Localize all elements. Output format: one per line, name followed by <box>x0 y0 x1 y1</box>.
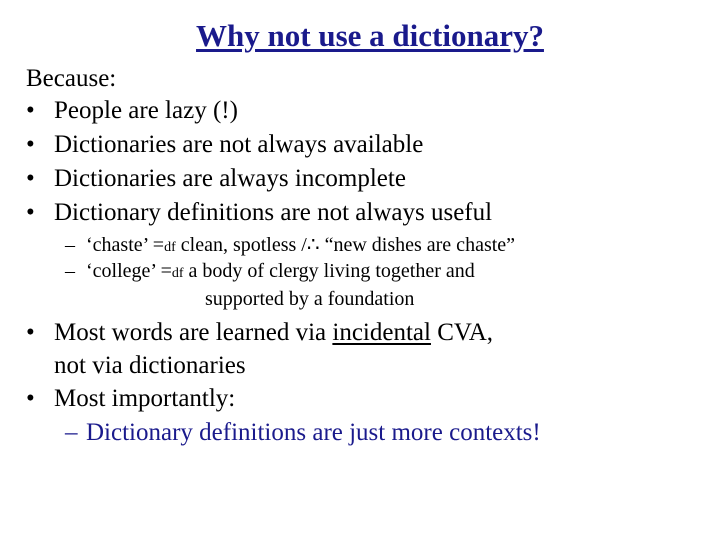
df-mark: df <box>164 240 176 255</box>
dash: – <box>65 260 75 282</box>
example-college-continuation: supported by a foundation <box>205 288 415 310</box>
example-term: ‘chaste’ = <box>86 234 165 256</box>
bullet: • <box>26 131 35 158</box>
intro-text: Because: <box>26 65 117 92</box>
example-term: ‘college’ = <box>86 260 172 282</box>
df-mark: df <box>171 266 184 281</box>
example-definition: a body of clergy living together and <box>183 260 475 282</box>
underlined-term: incidental <box>332 319 431 346</box>
dash: – <box>65 234 75 256</box>
slide-title: Why not use a dictionary? <box>196 18 544 53</box>
bullet: • <box>26 319 35 346</box>
dash: – <box>65 419 78 446</box>
point-incidental <box>54 320 493 345</box>
point-incidental-continuation: not via dictionaries <box>54 352 246 379</box>
reason-not-useful: Dictionary definitions are not always useful <box>54 199 493 226</box>
point-importantly: Most importantly: <box>54 385 236 412</box>
reason-availability: Dictionaries are not always available <box>54 131 424 158</box>
point-text: CVA, <box>430 319 494 346</box>
reason-incomplete: Dictionaries are always incomplete <box>54 165 406 192</box>
bullet: • <box>26 165 35 192</box>
bullet: • <box>26 385 35 412</box>
bullet: • <box>26 199 35 226</box>
example-college <box>86 261 475 281</box>
point-text: Most words are learned via <box>54 319 333 346</box>
conclusion-text: Dictionary definitions are just more contexts! <box>86 419 541 446</box>
reason-lazy: People are lazy (!) <box>54 97 238 124</box>
bullet: • <box>26 97 35 124</box>
example-definition: clean, spotless /∴ “new dishes are chaste” <box>175 234 516 256</box>
example-chaste <box>86 235 515 255</box>
